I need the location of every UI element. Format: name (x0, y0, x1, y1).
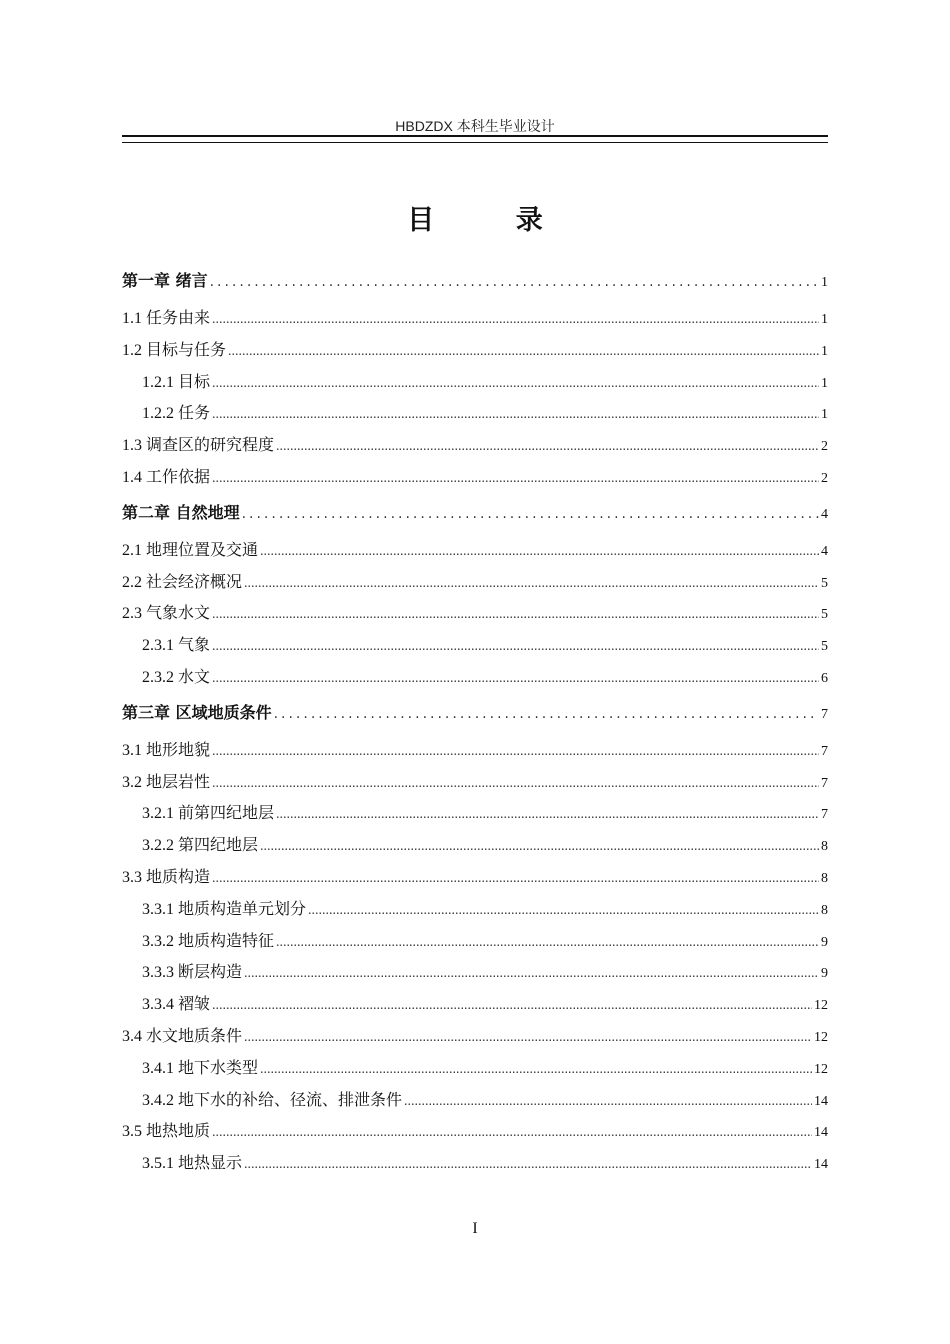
toc-entry-page: 5 (821, 639, 828, 655)
toc-dot-leader (260, 1054, 812, 1086)
toc-entry-label: 3.3.4 褶皱 (142, 996, 211, 1014)
toc-entry-page: 8 (821, 870, 828, 886)
toc-entry-page: 4 (821, 506, 828, 522)
toc-entry-page: 12 (814, 998, 828, 1014)
toc-entry-label: 2.3.1 气象 (142, 637, 211, 655)
toc-entry-page: 14 (814, 1125, 828, 1141)
toc-entry[interactable] (122, 367, 828, 399)
toc-dot-leader (212, 863, 819, 895)
toc-entry-label: 3.3.3 断层构造 (142, 964, 243, 982)
toc-dot-leader (276, 799, 819, 831)
toc-entry-page: 8 (821, 839, 828, 855)
toc-entry-label: 3.4.1 地下水类型 (142, 1059, 259, 1077)
toc-entry[interactable] (122, 767, 828, 799)
toc-entry-page: 14 (814, 1157, 828, 1173)
toc-entry-label: 1.2 目标与任务 (122, 341, 227, 359)
toc-entry-label: 3.1 地形地貌 (122, 741, 211, 759)
toc-dot-leader (260, 536, 819, 568)
toc-entry-label: 3.2.1 前第四纪地层 (142, 805, 275, 823)
toc-dot-leader (276, 431, 819, 463)
toc-entry-page: 2 (821, 470, 828, 486)
toc-entry-page: 1 (821, 407, 828, 423)
toc-dot-leader (210, 264, 819, 301)
running-header: HBDZDX 本科生毕业设计 (395, 118, 555, 134)
toc-entry[interactable] (122, 1053, 828, 1085)
toc-entry[interactable] (122, 1085, 828, 1117)
toc-dot-leader (212, 1117, 812, 1149)
toc-entry[interactable] (122, 462, 828, 494)
toc-entry[interactable] (122, 1148, 828, 1180)
toc-entry-label: 2.3.2 水文 (142, 668, 211, 686)
toc-entry[interactable] (122, 957, 828, 989)
toc-entry[interactable] (122, 862, 828, 894)
toc-entry-page: 1 (821, 312, 828, 327)
toc-entry[interactable] (122, 735, 828, 767)
toc-entry-label: 1.3 调查区的研究程度 (122, 437, 275, 455)
toc-dot-leader (274, 696, 819, 733)
toc-dot-leader (242, 496, 819, 533)
toc-entry-label: 第三章 区域地质条件 (122, 702, 272, 722)
toc-dot-leader (212, 463, 819, 495)
toc-dot-leader (212, 768, 819, 800)
toc-entry[interactable] (122, 598, 828, 630)
toc-dot-leader (212, 736, 819, 768)
toc-entry[interactable] (122, 894, 828, 926)
toc-entry-label: 2.1 地理位置及交通 (122, 541, 259, 559)
toc-entry[interactable] (122, 567, 828, 599)
toc-entry[interactable] (122, 430, 828, 462)
toc-dot-leader (212, 399, 819, 431)
toc-entry-label: 3.4.2 地下水的补给、径流、排泄条件 (142, 1091, 403, 1109)
toc-dot-leader (212, 599, 819, 631)
toc-entry-page: 1 (821, 275, 828, 290)
toc-entry[interactable] (122, 535, 828, 567)
toc-chapter-entry[interactable] (122, 494, 828, 535)
toc-entry[interactable] (122, 662, 828, 694)
toc-dot-leader (228, 336, 819, 368)
toc-entry-label: 3.3 地质构造 (122, 868, 211, 886)
toc-entry-page: 7 (821, 807, 828, 823)
toc-chapter-entry[interactable] (122, 694, 828, 735)
table-of-contents (122, 262, 828, 1180)
toc-entry[interactable] (122, 398, 828, 430)
toc-entry-label: 3.4 水文地质条件 (122, 1027, 243, 1045)
toc-entry[interactable] (122, 1116, 828, 1148)
toc-dot-leader (212, 663, 819, 695)
toc-dot-leader (212, 368, 819, 400)
toc-entry[interactable] (122, 798, 828, 830)
toc-dot-leader (276, 927, 819, 959)
toc-entry-page: 5 (821, 607, 828, 623)
toc-entry-label: 第一章 绪言 (122, 271, 208, 290)
toc-entry-label: 3.3.1 地质构造单元划分 (142, 900, 307, 918)
toc-entry[interactable] (122, 989, 828, 1021)
toc-chapter-entry[interactable] (122, 262, 828, 303)
toc-dot-leader (212, 304, 819, 336)
toc-entry-page: 6 (821, 670, 828, 686)
toc-entry-label: 3.2.2 第四纪地层 (142, 837, 259, 855)
toc-entry-label: 1.2.1 目标 (142, 373, 211, 391)
toc-entry-page: 12 (814, 1061, 828, 1077)
toc-entry-page: 12 (814, 1029, 828, 1045)
toc-entry-page: 1 (821, 343, 828, 359)
toc-entry-page: 2 (821, 439, 828, 455)
toc-dot-leader (212, 990, 812, 1022)
toc-entry[interactable] (122, 1021, 828, 1053)
toc-dot-leader (244, 1022, 812, 1054)
toc-dot-leader (212, 631, 819, 663)
toc-dot-leader (244, 1149, 812, 1181)
toc-entry-page: 4 (821, 543, 828, 559)
toc-entry-label: 3.5 地热地质 (122, 1123, 211, 1141)
toc-entry-page: 7 (821, 706, 828, 722)
page-title: 目 录 (407, 205, 579, 236)
header-rule (122, 135, 828, 143)
toc-entry[interactable] (122, 926, 828, 958)
toc-entry[interactable] (122, 830, 828, 862)
toc-entry-label: 1.4 工作依据 (122, 468, 211, 486)
toc-dot-leader (244, 958, 819, 990)
toc-entry-label: 1.2.2 任务 (142, 405, 211, 423)
toc-entry-page: 14 (814, 1093, 828, 1109)
toc-entry-page: 9 (821, 934, 828, 950)
toc-dot-leader (260, 831, 819, 863)
toc-dot-leader (404, 1086, 812, 1118)
toc-entry-page: 7 (821, 775, 828, 791)
toc-entry-page: 9 (821, 966, 828, 982)
page-number: I (472, 1220, 478, 1237)
toc-entry-label: 3.5.1 地热显示 (142, 1155, 243, 1173)
toc-dot-leader (244, 568, 819, 600)
toc-entry-page: 5 (821, 575, 828, 591)
toc-entry[interactable] (122, 630, 828, 662)
toc-entry-page: 1 (821, 375, 828, 391)
toc-entry-page: 8 (821, 902, 828, 918)
toc-entry[interactable] (122, 303, 828, 335)
toc-entry-label: 2.3 气象水文 (122, 605, 211, 623)
toc-dot-leader (308, 895, 819, 927)
toc-entry-label: 第二章 自然地理 (122, 502, 240, 522)
toc-entry-page: 7 (821, 743, 828, 759)
toc-entry-label: 2.2 社会经济概况 (122, 573, 243, 591)
toc-entry-label: 1.1 任务由来 (122, 310, 211, 327)
toc-entry[interactable] (122, 335, 828, 367)
toc-entry-label: 3.3.2 地质构造特征 (142, 932, 275, 950)
toc-entry-label: 3.2 地层岩性 (122, 773, 211, 791)
